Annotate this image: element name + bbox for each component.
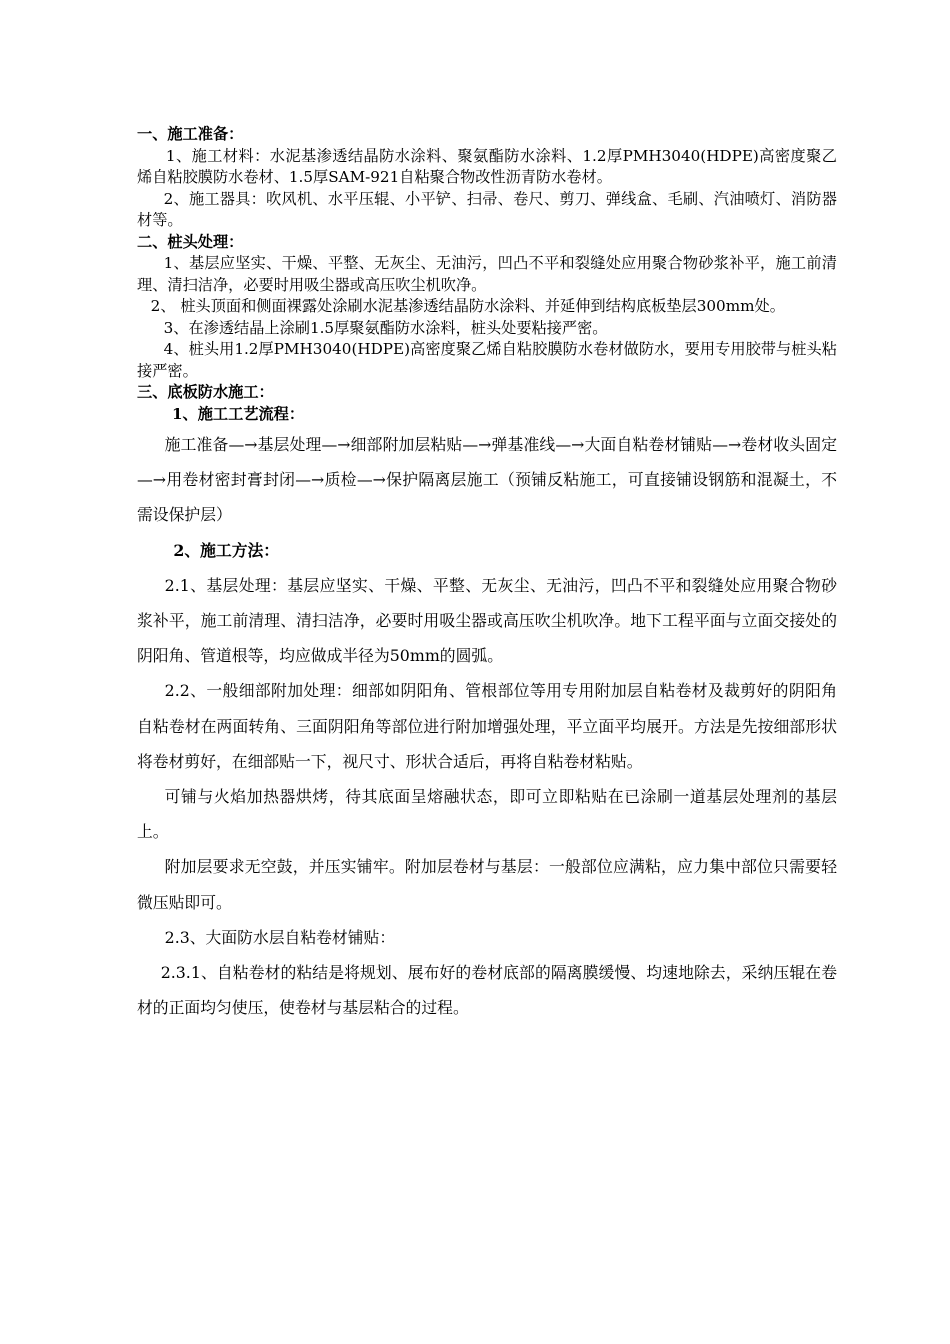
- paragraph-pile-coating: 2、 桩头顶面和侧面裸露处涂刷水泥基渗透结晶防水涂料、并延伸到结构底板垫层300mm处。: [150, 297, 785, 315]
- subheading-construction-method: 2、施工方法：: [173, 540, 280, 560]
- section-heading-floor-slab: 三、底板防水施工：: [137, 383, 274, 401]
- paragraph-materials: 1、施工材料：水泥基渗透结晶防水涂料、聚氨酯防水涂料、1.2厚PMH3040(HDPE)高密度聚乙烯自粘胶膜防水卷材、1.5厚SAM-921自粘聚合物改性沥青防水卷材。: [137, 146, 837, 186]
- paragraph-process-flow: 施工准备—→基层处理—→细部附加层粘贴—→弹基准线—→大面自粘卷材铺贴—→卷材收头固定—→用卷材密封膏封闭—→质检—→保护隔离层施工（预铺反粘施工，可直接铺设钢筋和混凝土，不需设保护层）: [137, 435, 837, 525]
- section-heading-preparation: 一、施工准备：: [137, 125, 244, 143]
- paragraph-pile-polyurethane: 3、在渗透结晶上涂刷1.5厚聚氨酯防水涂料，桩头处要粘接严密。: [163, 318, 608, 337]
- paragraph-large-area-heading: 2.3、大面防水层自粘卷材铺贴：: [164, 927, 396, 947]
- paragraph-flame-heating: 可铺与火焰加热器烘烤，待其底面呈熔融状态，即可立即粘贴在已涂刷一道基层处理剂的基层上。: [137, 787, 837, 842]
- document-page: [137, 124, 837, 1025]
- section-heading-pile-head: 二、桩头处理：: [137, 232, 244, 251]
- paragraph-pile-base: 1、基层应坚实、干燥、平整、无灰尘、无油污，凹凸不平和裂缝处应用聚合物砂浆补平，施工前清理、清扫洁净，必要时用吸尘器或高压吹尘机吹净。: [137, 254, 837, 294]
- paragraph-pile-membrane: 4、桩头用1.2厚PMH3040(HDPE)高密度聚乙烯自粘胶膜防水卷材做防水，要用专用胶带与桩头粘接严密。: [137, 340, 837, 380]
- paragraph-additional-layer: 附加层要求无空鼓，并压实铺牢。附加层卷材与基层：一般部位应满粘，应力集中部位只需要轻微压贴即可。: [137, 857, 837, 912]
- paragraph-detail-treatment: 2.2、一般细部附加处理：细部如阴阳角、管根部位等用专用附加层自粘卷材及裁剪好的阴阳角自粘卷材在两面转角、三面阴阳角等部位进行附加增强处理，平立面平均展开。方法是先按细部形状将卷材剪好，在细部贴一下，视尺寸、形状合适后，再将自粘卷材粘贴。: [137, 681, 837, 771]
- paragraph-base-treatment: 2.1、基层处理：基层应坚实、干燥、平整、无灰尘、无油污，凹凸不平和裂缝处应用聚合物砂浆补平，施工前清理、清扫洁净，必要时用吸尘器或高压吹尘机吹净。地下工程平面与立面交接处的阴阳角、管道根等，均应做成半径为50mm的圆弧。: [137, 575, 837, 666]
- paragraph-tools: 2、施工器具：吹风机、水平压辊、小平铲、扫帚、卷尺、剪刀、弹线盒、毛刷、汽油喷灯、消防器材等。: [137, 189, 837, 229]
- paragraph-self-adhesive-bonding: 2.3.1、自粘卷材的粘结是将规划、展布好的卷材底部的隔离膜缓慢、均速地除去，采纳压辊在卷材的正面均匀使压，使卷材与基层粘合的过程。: [137, 963, 837, 1018]
- subheading-process-flow: 1、施工工艺流程：: [171, 404, 305, 423]
